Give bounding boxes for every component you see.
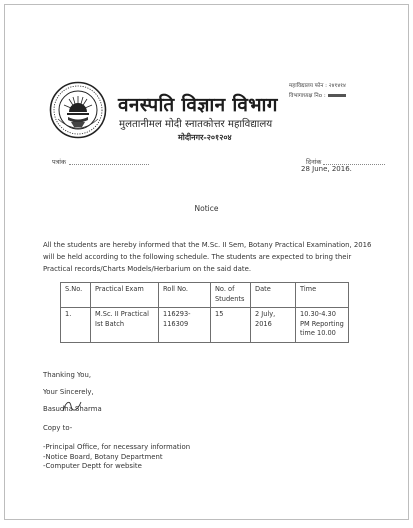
college-emblem-logo <box>49 81 107 139</box>
col-header-exam: Practical Exam <box>91 283 159 308</box>
table-row <box>61 308 349 343</box>
notice-intro-paragraph: All the students are hereby informed that the M.Sc. II Sem, Botany Practical Examination, 2016 will be held according to the following schedule. The students are expected to bring their Practical records/Charts Models/Herbarium on the said date. <box>43 241 372 273</box>
department-phone-label: विभागाध्यक्ष निo : <box>289 93 326 99</box>
copy-to-list <box>43 443 190 472</box>
col-header-roll: Roll No. <box>159 283 211 308</box>
exam-schedule-table <box>60 282 349 343</box>
reference-line <box>69 164 149 165</box>
list-item: -Computer Deptt for website <box>43 462 142 470</box>
cell-time: 10.30-4.30 PM Reporting time 10.00 <box>296 308 349 343</box>
reference-label: पत्रांक <box>52 158 66 166</box>
college-name: मुलतानीमल मोदी स्नातकोत्तर महाविद्यालय <box>119 119 273 130</box>
department-title: वनस्पति विज्ञान विभाग <box>118 94 278 116</box>
col-header-time: Time <box>296 283 349 308</box>
department-phone <box>289 91 346 99</box>
redacted-number <box>328 94 346 97</box>
closing-line: Your Sincerely, <box>43 388 94 396</box>
signatory <box>43 405 102 413</box>
notice-heading: Notice <box>194 204 219 213</box>
list-item: -Notice Board, Botany Department <box>43 452 163 461</box>
signature-mark <box>61 399 83 413</box>
cell-exam: M.Sc. II Practical Ist Batch <box>91 308 159 343</box>
copy-to-label: Copy to- <box>43 424 73 432</box>
col-header-sno: S.No. <box>61 283 91 308</box>
date-label: दिनांक <box>306 158 322 166</box>
college-city: मोदीनगर-२०१२०४ <box>178 132 232 142</box>
signatory-name: Basudha Sharma <box>43 405 102 413</box>
table-header-row <box>61 283 349 308</box>
notice-date: 28 June, 2016. <box>301 165 352 173</box>
col-header-students: No. of Students <box>211 283 251 308</box>
cell-roll: 116293-116309 <box>159 308 211 343</box>
thanking-line: Thanking You, <box>43 371 92 379</box>
list-item: -Principal Office, for necessary information <box>43 443 191 451</box>
cell-students: 15 <box>211 308 251 343</box>
cell-sno: 1. <box>61 308 91 343</box>
notice-document <box>4 4 409 520</box>
college-phone: महाविद्यालय फोन : २४१४१४ <box>289 83 346 89</box>
col-header-date: Date <box>251 283 296 308</box>
cell-date: 2 July, 2016 <box>251 308 296 343</box>
